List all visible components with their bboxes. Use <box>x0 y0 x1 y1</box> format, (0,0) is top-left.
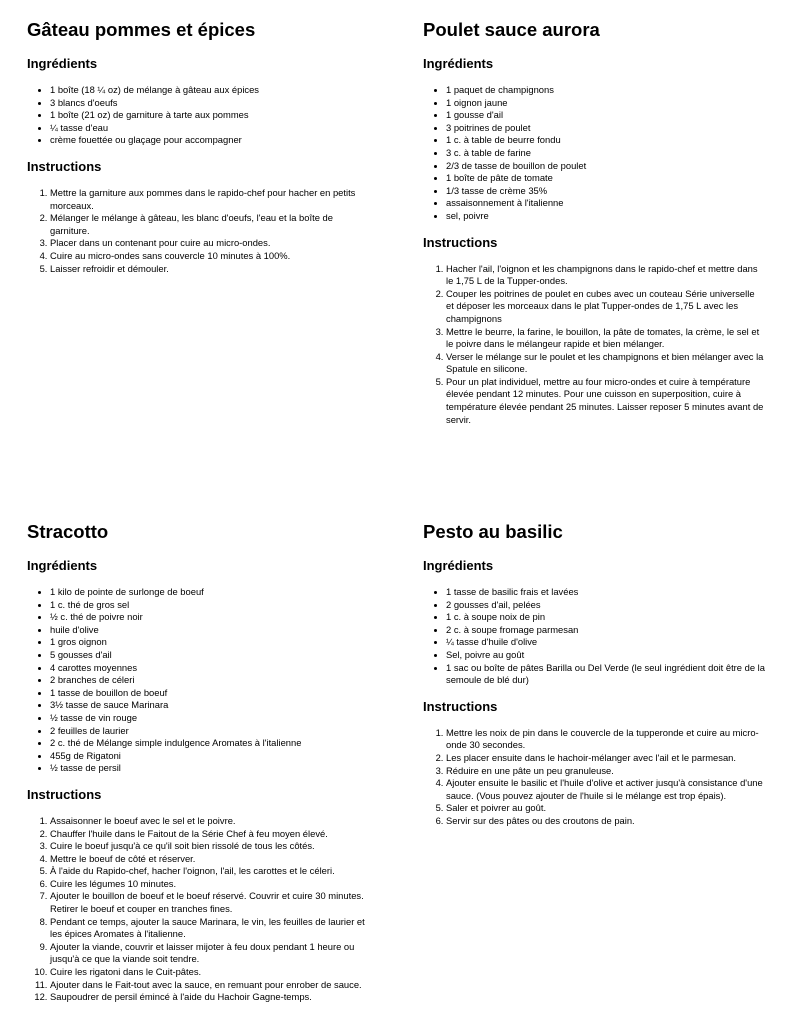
instruction-step: 5. Saler et poivrer au goût. <box>446 802 768 815</box>
ingredient-item: • 2/3 de tasse de bouillon de poulet <box>446 160 768 173</box>
instructions-heading: Instructions <box>423 234 498 250</box>
instruction-step: 1. Assaisonner le boeuf avec le sel et le poivre. <box>50 815 372 828</box>
instructions-list <box>423 727 768 828</box>
ingredient-item: • 1 boîte (18 ¼ oz) de mélange à gâteau aux épices <box>50 84 372 97</box>
instruction-step: 5. Laisser refroidir et démouler. <box>50 263 372 276</box>
ingredient-item: • 1 tasse de basilic frais et lavées <box>446 586 768 599</box>
ingredient-item: • huile d'olive <box>50 624 372 637</box>
ingredients-heading: Ingrédients <box>27 56 98 71</box>
instruction-step: 7. Ajouter le bouillon de boeuf et le boeuf réservé. Couvrir et cuire 30 minutes. Retirer le boeuf et couper en tranches fines. <box>50 890 372 915</box>
ingredients-list <box>423 84 768 223</box>
ingredient-item: • 1/3 tasse de crème 35% <box>446 185 768 198</box>
instruction-step: 4. Mettre le boeuf de côté et réserver. <box>50 853 372 866</box>
instruction-step: 1. Hacher l'ail, l'oignon et les champignons dans le rapido-chef et mettre dans le 1,75 L de la Tupper-ondes. <box>446 263 768 288</box>
ingredient-item: • 2 feuilles de laurier <box>50 725 372 738</box>
instruction-step: 6. Servir sur des pâtes ou des croutons de pain. <box>446 815 768 828</box>
ingredient-item: • assaisonnement à l'italienne <box>446 197 768 210</box>
ingredient-item: • 2 c. thé de Mélange simple indulgence Aromates à l'italienne <box>50 737 372 750</box>
instruction-step: 3. Réduire en une pâte un peu granuleuse. <box>446 765 768 778</box>
ingredient-item: • crème fouettée ou glaçage pour accompagner <box>50 134 372 147</box>
ingredient-item: • sel, poivre <box>446 210 768 223</box>
ingredient-item: • 2 gousses d'ail, pelées <box>446 599 768 612</box>
ingredients-list <box>423 586 768 687</box>
ingredients-heading: Ingrédients <box>423 558 494 573</box>
instructions-list <box>27 815 372 1004</box>
recipe-stracotto <box>27 520 372 1004</box>
instruction-step: 4. Ajouter ensuite le basilic et l'huile d'olive et activer jusqu'à consistance d'une sauce. (Vous pouvez ajouter de l'huile si le mélange est trop épais). <box>446 777 768 802</box>
recipe-pesto-au-basilic <box>423 520 768 828</box>
ingredient-item: • 1 boîte de pâte de tomate <box>446 172 768 185</box>
instruction-step: 2. Couper les poitrines de poulet en cubes avec un couteau Série universelle et déposer les morceaux dans le plat Tupper-ondes de 1,75 L avec les champignons <box>446 288 768 326</box>
recipe-poulet-sauce-aurora <box>423 18 768 426</box>
instruction-step: 4. Cuire au micro-ondes sans couvercle 10 minutes à 100%. <box>50 250 372 263</box>
instruction-step: 3. Placer dans un contenant pour cuire au micro-ondes. <box>50 237 372 250</box>
instruction-step: 8. Pendant ce temps, ajouter la sauce Marinara, le vin, les feuilles de laurier et les épices Aromates à l'italienne. <box>50 916 372 941</box>
instructions-heading: Instructions <box>27 786 102 802</box>
ingredient-item: • ¼ tasse d'huile d'olive <box>446 636 768 649</box>
instruction-step: 2. Mélanger le mélange à gâteau, les blanc d'oeufs, l'eau et la boîte de garniture. <box>50 212 372 237</box>
instruction-step: 6. Cuire les légumes 10 minutes. <box>50 878 372 891</box>
instructions-list <box>423 263 768 427</box>
ingredient-item: • ½ c. thé de poivre noir <box>50 611 372 624</box>
ingredients-heading: Ingrédients <box>27 558 98 573</box>
ingredient-item: • 2 branches de céleri <box>50 674 372 687</box>
instruction-step: 5. Pour un plat individuel, mettre au four micro-ondes et cuire à température élevée pendant 12 minutes. Pour une cuisson en superposition, cuire à température élevée pendant 25 minutes. Laisser reposer 5 minutes avant de servir. <box>446 376 768 426</box>
instruction-step: 10. Cuire les rigatoni dans le Cuit-pâtes. <box>50 966 372 979</box>
ingredient-item: • 1 boîte (21 oz) de garniture à tarte aux pommes <box>50 109 372 122</box>
ingredient-item: • 1 c. à soupe noix de pin <box>446 611 768 624</box>
instruction-step: 4. Verser le mélange sur le poulet et les champignons et bien mélanger avec la Spatule en silicone. <box>446 351 768 376</box>
ingredient-item: • 1 gousse d'ail <box>446 109 768 122</box>
ingredient-item: • 455g de Rigatoni <box>50 750 372 763</box>
ingredients-heading: Ingrédients <box>423 56 494 71</box>
instruction-step: 2. Les placer ensuite dans le hachoir-mélanger avec l'ail et le parmesan. <box>446 752 768 765</box>
instruction-step: 3. Cuire le boeuf jusqu'à ce qu'il soit bien rissolé de tous les côtés. <box>50 840 372 853</box>
ingredient-item: • 2 c. à soupe fromage parmesan <box>446 624 768 637</box>
recipe-title: Pesto au basilic <box>423 521 563 542</box>
instruction-step: 9. Ajouter la viande, couvrir et laisser mijoter à feu doux pendant 1 heure ou jusqu'à ce que la viande soit tendre. <box>50 941 372 966</box>
instructions-heading: Instructions <box>27 158 102 174</box>
ingredient-item: • 4 carottes moyennes <box>50 662 372 675</box>
instruction-step: 5. À l'aide du Rapido-chef, hacher l'oignon, l'ail, les carottes et le céleri. <box>50 865 372 878</box>
ingredient-item: • 1 tasse de bouillon de boeuf <box>50 687 372 700</box>
ingredient-item: • 1 c. à table de beurre fondu <box>446 134 768 147</box>
instruction-step: 1. Mettre la garniture aux pommes dans le rapido-chef pour hacher en petits morceaux. <box>50 187 372 212</box>
ingredient-item: • ½ tasse de vin rouge <box>50 712 372 725</box>
ingredient-item: • 1 oignon jaune <box>446 97 768 110</box>
ingredient-item: • 1 kilo de pointe de surlonge de boeuf <box>50 586 372 599</box>
instruction-step: 12. Saupoudrer de persil émincé à l'aide du Hachoir Gagne-temps. <box>50 991 372 1004</box>
ingredient-item: • Sel, poivre au goût <box>446 649 768 662</box>
ingredient-item: • ½ tasse de persil <box>50 762 372 775</box>
ingredient-item: • 3 poitrines de poulet <box>446 122 768 135</box>
ingredient-item: • 3 c. à table de farine <box>446 147 768 160</box>
instruction-step: 3. Mettre le beurre, la farine, le bouillon, la pâte de tomates, la crème, le sel et le poivre dans le mélangeur rapide et bien mélanger. <box>446 326 768 351</box>
ingredient-item: • 5 gousses d'ail <box>50 649 372 662</box>
instructions-heading: Instructions <box>423 698 498 714</box>
ingredient-item: • 1 c. thé de gros sel <box>50 599 372 612</box>
recipe-title: Gâteau pommes et épices <box>27 19 256 40</box>
ingredient-item: • 3½ tasse de sauce Marinara <box>50 699 372 712</box>
recipe-title: Poulet sauce aurora <box>423 19 600 40</box>
instructions-list <box>27 187 372 275</box>
ingredient-item: • 1 sac ou boîte de pâtes Barilla ou Del Verde (le seul ingrédient doit être de la semoule de blé dur) <box>446 662 768 687</box>
ingredient-item: • ¼ tasse d'eau <box>50 122 372 135</box>
instruction-step: 1. Mettre les noix de pin dans le couvercle de la tupperonde et cuire au micro-onde 30 secondes. <box>446 727 768 752</box>
ingredient-item: • 3 blancs d'oeufs <box>50 97 372 110</box>
recipe-gateau-pommes-epices <box>27 18 372 275</box>
instruction-step: 2. Chauffer l'huile dans le Faitout de la Série Chef à feu moyen élevé. <box>50 828 372 841</box>
ingredients-list <box>27 586 372 775</box>
ingredients-list <box>27 84 372 147</box>
ingredient-item: • 1 gros oignon <box>50 636 372 649</box>
instruction-step: 11. Ajouter dans le Fait-tout avec la sauce, en remuant pour enrober de sauce. <box>50 979 372 992</box>
ingredient-item: • 1 paquet de champignons <box>446 84 768 97</box>
recipe-title: Stracotto <box>27 521 109 542</box>
